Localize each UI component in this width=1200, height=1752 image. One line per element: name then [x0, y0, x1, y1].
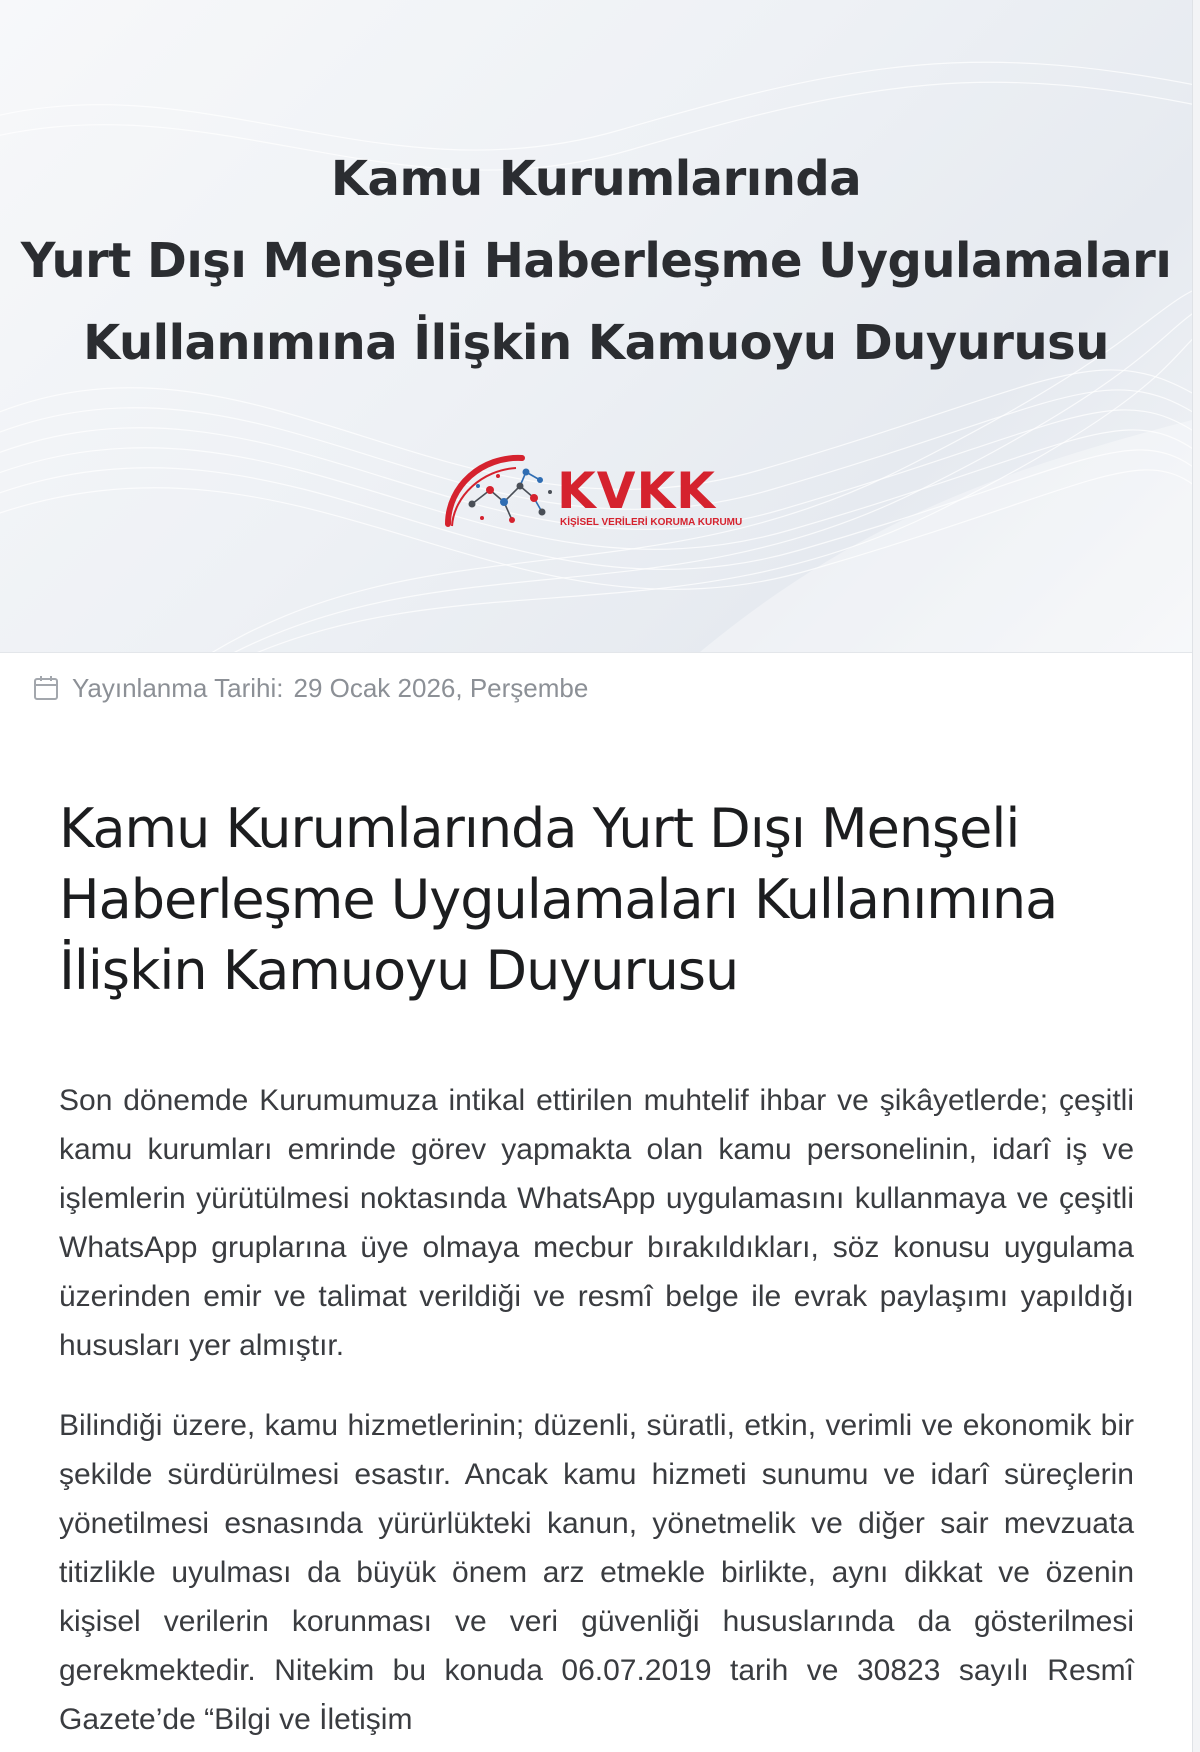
- kvkk-logo: [442, 446, 742, 538]
- publish-date-value: 29 Ocak 2026, Perşembe: [293, 672, 589, 703]
- calendar-icon: [32, 674, 60, 702]
- article-paragraph-1: Son dönemde Kurumumuza intikal ettirilen muhtelif ihbar ve şikâyetlerde; çeşitli kamu kurumları emrinde görev yapmakta olan kamu personelinin, idarî iş ve işlemlerin yürütülmesi noktasında WhatsApp uygulamasını kullanmaya ve çeşitli WhatsApp gruplarına üye olmaya mecbur bırakıldıkları, söz konusu uygulama üzerinden emir ve talimat verildiği ve resmî belge ile evrak paylaşımı yapıldığı hususları yer almıştır.: [59, 1084, 1134, 1362]
- hero-title-line-1: Kamu Kurumlarında: [330, 151, 862, 207]
- hero-banner: [0, 0, 1192, 653]
- logo-wordmark: KVKK: [557, 462, 716, 520]
- hero-title-line-2: Yurt Dışı Menşeli Haberleşme Uygulamaları: [20, 233, 1172, 289]
- article-title: Kamu Kurumlarında Yurt Dışı Menşeli Haberleşme Uygulamaları Kullanımına İlişkin Kamuoyu Duyurusu: [59, 797, 1058, 1002]
- article-paragraph-2: Bilindiği üzere, kamu hizmetlerinin; düzenli, süratli, etkin, verimli ve ekonomik bir şekilde sürdürülmesi esastır. Ancak kamu hizmeti sunumu ve idarî süreçlerin yönetilmesi esnasında yürürlükteki kanun, yönetmelik ve diğer sair mevzuata titizlikle uyulması da büyük önem arz etmekle birlikte, aynı dikkat ve özenin kişisel verilerin korunması ve veri güvenliği hususlarında da gösterilmesi gerekmektedir. Nitekim bu konuda 06.07.2019 tarih ve 30823 sayılı Resmî Gazete’de “Bilgi ve İletişim: [59, 1409, 1134, 1736]
- logo-subtitle: KİŞİSEL VERİLERİ KORUMA KURUMU: [560, 517, 743, 528]
- network-emblem-icon: [442, 446, 557, 538]
- hero-title: [0, 138, 1192, 384]
- publish-date-row: [32, 668, 588, 708]
- article-body: [59, 1077, 1134, 1752]
- hero-title-line-3: Kullanımına İlişkin Kamuoyu Duyurusu: [83, 315, 1109, 371]
- publish-date-label: Yayınlanma Tarihi:: [72, 672, 284, 703]
